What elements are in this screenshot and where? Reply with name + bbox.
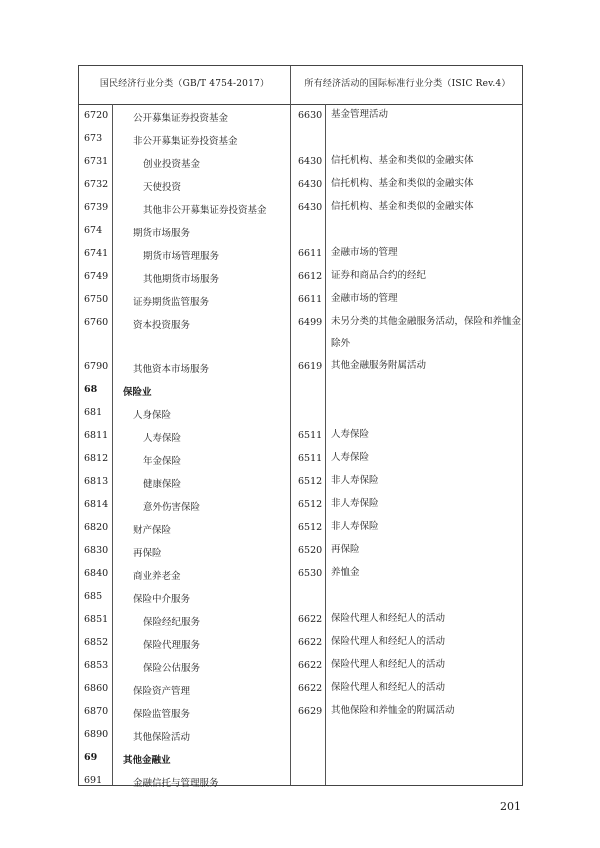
isic-code: 6622 bbox=[298, 637, 323, 648]
table-row bbox=[79, 608, 524, 631]
isic-title: 信托机构、基金和类似的金融实体 bbox=[331, 178, 474, 189]
isic-title: 其他金融服务附属活动 bbox=[331, 360, 427, 371]
table-row bbox=[79, 242, 524, 265]
table-body bbox=[79, 104, 524, 792]
table-row bbox=[79, 378, 524, 401]
gb-code: 6814 bbox=[84, 499, 109, 510]
isic-code: 6512 bbox=[298, 522, 323, 533]
header-right: 所有经济活动的国际标准行业分类（ISIC Rev.4） bbox=[304, 79, 511, 89]
gb-title: 保险公估服务 bbox=[143, 663, 201, 674]
table-row bbox=[79, 562, 524, 585]
gb-code: 6749 bbox=[84, 271, 109, 282]
isic-code: 6512 bbox=[298, 499, 323, 510]
gb-title: 天使投资 bbox=[143, 182, 182, 193]
gb-code: 6732 bbox=[84, 179, 109, 190]
isic-title: 证券和商品合约的经纪 bbox=[331, 270, 427, 281]
gb-title: 保险资产管理 bbox=[133, 686, 191, 697]
gb-code: 6890 bbox=[84, 729, 109, 740]
isic-title: 保险代理人和经纪人的活动 bbox=[331, 613, 446, 624]
gb-title: 资本投资服务 bbox=[133, 320, 191, 331]
isic-code: 6622 bbox=[298, 683, 323, 694]
isic-code: 6430 bbox=[298, 202, 323, 213]
isic-title: 再保险 bbox=[331, 544, 360, 555]
gb-title: 财产保险 bbox=[133, 525, 172, 536]
gb-title: 创业投资基金 bbox=[143, 159, 201, 170]
gb-title: 人寿保险 bbox=[143, 433, 182, 444]
table-row bbox=[79, 265, 524, 288]
isic-code: 6611 bbox=[298, 294, 323, 305]
isic-code: 6511 bbox=[298, 453, 323, 464]
table-row bbox=[79, 470, 524, 493]
table-row bbox=[79, 355, 524, 378]
gb-code: 6760 bbox=[84, 317, 109, 328]
gb-title: 意外伤害保险 bbox=[143, 502, 201, 513]
gb-code: 68 bbox=[84, 384, 98, 395]
isic-title: 保险代理人和经纪人的活动 bbox=[331, 659, 446, 670]
isic-title: 未另分类的其他金融服务活动，保险和养恤金除外 bbox=[331, 316, 522, 349]
isic-code: 6622 bbox=[298, 614, 323, 625]
table-row bbox=[79, 700, 524, 723]
table-row bbox=[79, 631, 524, 654]
table-row bbox=[79, 654, 524, 677]
gb-title: 保险中介服务 bbox=[133, 594, 191, 605]
table-row bbox=[79, 196, 524, 219]
page-number: 201 bbox=[500, 800, 521, 813]
table-row bbox=[79, 447, 524, 470]
isic-title: 金融市场的管理 bbox=[331, 293, 398, 304]
isic-title: 金融市场的管理 bbox=[331, 247, 398, 258]
gb-code: 6851 bbox=[84, 614, 109, 625]
gb-code: 681 bbox=[84, 407, 103, 418]
gb-title: 健康保险 bbox=[143, 479, 182, 490]
table-row bbox=[79, 516, 524, 539]
isic-code: 6629 bbox=[298, 706, 323, 717]
gb-code: 6741 bbox=[84, 248, 109, 259]
gb-title: 年金保险 bbox=[143, 456, 182, 467]
gb-code: 673 bbox=[84, 133, 103, 144]
gb-title: 金融信托与管理服务 bbox=[133, 778, 219, 789]
isic-code: 6430 bbox=[298, 156, 323, 167]
gb-title: 再保险 bbox=[133, 548, 162, 559]
isic-title: 信托机构、基金和类似的金融实体 bbox=[331, 201, 474, 212]
gb-title: 保险业 bbox=[123, 387, 152, 398]
gb-code: 6731 bbox=[84, 156, 109, 167]
isic-title: 其他保险和养恤金的附属活动 bbox=[331, 705, 455, 716]
gb-title: 其他保险活动 bbox=[133, 732, 191, 743]
table-row bbox=[79, 493, 524, 516]
table-row bbox=[79, 104, 524, 127]
isic-code: 6622 bbox=[298, 660, 323, 671]
table-row bbox=[79, 746, 524, 769]
header-left: 国民经济行业分类（GB/T 4754-2017） bbox=[99, 79, 270, 89]
isic-title: 信托机构、基金和类似的金融实体 bbox=[331, 155, 474, 166]
isic-code: 6499 bbox=[298, 317, 323, 328]
isic-code: 6612 bbox=[298, 271, 323, 282]
gb-code: 6720 bbox=[84, 110, 109, 121]
isic-code: 6530 bbox=[298, 568, 323, 579]
gb-code: 69 bbox=[84, 752, 98, 763]
classification-table bbox=[78, 65, 523, 789]
isic-title: 人寿保险 bbox=[331, 429, 370, 440]
table-row bbox=[79, 150, 524, 173]
isic-title: 人寿保险 bbox=[331, 452, 370, 463]
gb-code: 6853 bbox=[84, 660, 109, 671]
table-row bbox=[79, 401, 524, 424]
isic-title: 养恤金 bbox=[331, 567, 360, 578]
table-row bbox=[79, 311, 524, 355]
gb-title: 其他资本市场服务 bbox=[133, 364, 210, 375]
table-row bbox=[79, 585, 524, 608]
isic-code: 6430 bbox=[298, 179, 323, 190]
gb-code: 6750 bbox=[84, 294, 109, 305]
gb-title: 人身保险 bbox=[133, 410, 172, 421]
isic-title: 基金管理活动 bbox=[331, 109, 389, 120]
gb-code: 6840 bbox=[84, 568, 109, 579]
isic-title: 非人寿保险 bbox=[331, 475, 379, 486]
table-row bbox=[79, 769, 524, 792]
gb-title: 保险监管服务 bbox=[133, 709, 191, 720]
isic-title: 非人寿保险 bbox=[331, 521, 379, 532]
gb-code: 691 bbox=[84, 775, 103, 786]
isic-title: 保险代理人和经纪人的活动 bbox=[331, 682, 446, 693]
isic-code: 6520 bbox=[298, 545, 323, 556]
gb-code: 6870 bbox=[84, 706, 109, 717]
isic-title: 保险代理人和经纪人的活动 bbox=[331, 636, 446, 647]
gb-code: 6811 bbox=[84, 430, 109, 441]
gb-code: 6812 bbox=[84, 453, 109, 464]
gb-code: 685 bbox=[84, 591, 103, 602]
gb-code: 6860 bbox=[84, 683, 109, 694]
isic-code: 6630 bbox=[298, 110, 323, 121]
table-row bbox=[79, 219, 524, 242]
gb-title: 非公开募集证券投资基金 bbox=[133, 136, 238, 147]
gb-title: 其他期货市场服务 bbox=[143, 274, 220, 285]
gb-title: 商业养老金 bbox=[133, 571, 181, 582]
gb-code: 6830 bbox=[84, 545, 109, 556]
table-row bbox=[79, 723, 524, 746]
gb-title: 其他非公开募集证券投资基金 bbox=[143, 205, 267, 216]
gb-code: 6739 bbox=[84, 202, 109, 213]
gb-title: 其他金融业 bbox=[123, 755, 171, 766]
table-row bbox=[79, 677, 524, 700]
table-row bbox=[79, 127, 524, 150]
gb-code: 6790 bbox=[84, 361, 109, 372]
isic-code: 6611 bbox=[298, 248, 323, 259]
isic-title: 非人寿保险 bbox=[331, 498, 379, 509]
gb-title: 公开募集证券投资基金 bbox=[133, 113, 229, 124]
gb-code: 674 bbox=[84, 225, 103, 236]
table-row bbox=[79, 424, 524, 447]
gb-title: 保险经纪服务 bbox=[143, 617, 201, 628]
gb-title: 期货市场管理服务 bbox=[143, 251, 220, 262]
isic-code: 6619 bbox=[298, 361, 323, 372]
table-row bbox=[79, 539, 524, 562]
gb-code: 6820 bbox=[84, 522, 109, 533]
gb-title: 保险代理服务 bbox=[143, 640, 201, 651]
gb-code: 6813 bbox=[84, 476, 109, 487]
gb-code: 6852 bbox=[84, 637, 109, 648]
gb-title: 证券期货监管服务 bbox=[133, 297, 210, 308]
gb-title: 期货市场服务 bbox=[133, 228, 191, 239]
table-row bbox=[79, 173, 524, 196]
isic-code: 6512 bbox=[298, 476, 323, 487]
isic-code: 6511 bbox=[298, 430, 323, 441]
table-row bbox=[79, 288, 524, 311]
